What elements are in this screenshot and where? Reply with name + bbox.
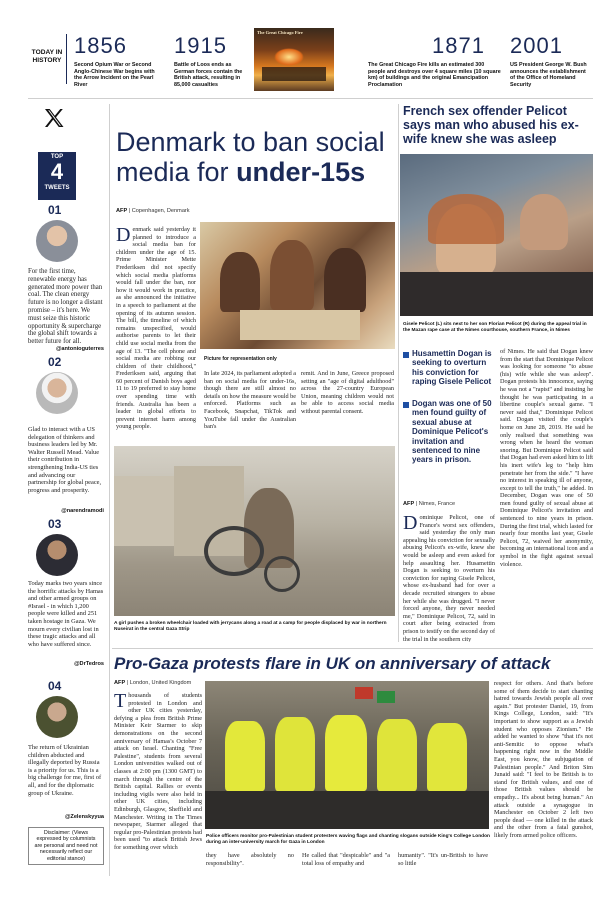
- pelicot-photo: [400, 154, 593, 316]
- pelicot-bullet-1-marker: [403, 352, 409, 358]
- history-text-4: US President George W. Bush announces the establishment of the Office of Homeland Security: [510, 62, 587, 88]
- pelicot-byline-agency: AFP: [403, 501, 415, 507]
- gaza-wheelchair-photo: [114, 446, 395, 616]
- pelicot-col1-text: ominique Pelicot, one of France's worst sex offenders, said yesterday the only man appealing his conviction for sexually abusing Pelicot's ex-wife, knew she would be asleep and even asked for help assaulting her. Husamettin Dogan is seeking to overturn his conviction for raping Gisele Pelicot, whose ex-husband had for over a decade recruited strangers to abuse her while she was drugged. "I never forced anyone, they never needed me," Dominique Pelicot, 72, said in court after being extracted from prison to testify on the second day of the trial in the southern city: [403, 514, 495, 642]
- pelicot-dropcap: D: [403, 514, 418, 534]
- history-year-1: 1856: [74, 33, 127, 58]
- history-divider: [66, 34, 67, 84]
- pelicot-col1: [403, 514, 495, 642]
- tweet-handle-1[interactable]: @antonioguterres: [55, 346, 104, 352]
- pelicot-bullet-2-marker: [403, 402, 409, 408]
- tweet-text-4: The return of Ukrainian children abducted and illegally deported by Russia is a priority for us. This is a big challenge for me, first of all, and for the diplomatic group of Ukraine.: [28, 744, 102, 797]
- pelicot-col2: of Nimes. He said that Dogan knew from the start that Dominique Pelicot was looking for someone "to abuse (his) wife while she was asleep". Dogan protests his innocence, saying he was not a "rapist" and insisting he thought he was participating in a libertine couple's sexual game. "I never said that," Dominique Pelicot said. Dogan visited the couple's home on June 28, 2019. He said he only realised that something was wrong when he heard the woman snoring. But Dominique Pelicot said that Dogan had even asked him to lift his inert wife's leg to "help him penetrate her from the side." "I have no interest in speaking ill of anyone, except to tell the truth," he added. In December, Dogan was one of 50 men found guilty of sexual abuse at Dominique Pelicot's invitation and sentenced to nine years in prison. During the first trial, which lasted for nearly four months last year, Gisele Pelicot, 72, waived her anonymity, becoming an international icon and a symbol in the fight against sexual violence.: [500, 348, 593, 568]
- tweet-text-1: For the first time, renewable energy has generated more power than coal. The clean energy future is no longer a distant promise – it's here. We must seize this historic opportunity & supercharge the global shift towards a better future for all.: [28, 268, 103, 346]
- history-year-2: 1915: [174, 33, 227, 58]
- top-rule: [28, 98, 593, 99]
- tweet-avatar-2: [36, 372, 78, 414]
- chicago-fire-photo: [254, 28, 334, 91]
- denmark-col3: remit. And in June, Greece proposed setting an "age of digital adulthood" across the 27-country European Union, meaning children would not be able to access social media without parental consent.: [301, 370, 394, 415]
- uk-photo-caption: Police officers monitor pro-Palestinian student protesters waving flags and chanting slogans outside King's College London during an inter-university march for Gaza in London: [206, 834, 490, 845]
- tweet-text-2: Glad to interact with a US delegation of thinkers and business leaders led by Mr. Walter Russell Mead. Value their contribution in strengthening India-US ties and advancing our partnership for global peace, progress and prosperity.: [28, 426, 102, 494]
- denmark-pelicot-divider: [398, 104, 399, 642]
- uk-byline-place: London, United Kingdom: [129, 680, 192, 686]
- tweet-avatar-4: [36, 696, 78, 738]
- tweet-number-2: 02: [48, 355, 62, 369]
- tweet-handle-3[interactable]: @DrTedros: [74, 661, 104, 667]
- uk-col1: [114, 692, 202, 882]
- uk-police-photo: [205, 681, 489, 829]
- gaza-wheelchair-caption: A girl pushes a broken wheelchair loaded with jerrycans along a road at a camp for people displaced by war in northern Nuseirat in the central Gaza Strip: [114, 621, 387, 632]
- denmark-headline-part1: Denmark to ban social media for: [116, 127, 385, 187]
- uk-col1-text: housands of students protested in London and other UK cities yesterday, defying a plea from British Prime Minister Keir Starmer to skip demonstrations on the second anniversary of Hamas's October 7 attack on Israel. Chanting "Free Palestine", students from several London universities walked out of classes at 2:00 pm (1300 GMT) to march through the centre of the British capital. Rallies or events including vigils were also held in other UK cities, including Edinburgh, Glasgow, Sheffield and Manchester. Writing in The Times newspaper, Starmer alleged that regular pro-Palestinian protests had been used "to attack British Jews for something over which: [114, 692, 202, 851]
- denmark-col1-text: enmark said yesterday it planned to introduce a social media ban for children under the age of 15. Prime Minister Mette Frederiksen did not specify which social media platforms would fall under the ban, nor how it would work in practice, as she announced the initiative in a speech to parliament at the opening of its autumn session. The bill, the timeline of which remains unspecified, would authorise parents to let their child use social media from the age of 13. "The cell phone and social media are robbing our children of their childhood," Frederiksen said, arguing that 60 percent of Danish boys aged 11 to 19 preferred to stay home over spending time with friends. Australia has been a leader in global efforts to prevent internet harm among young people.: [116, 226, 196, 431]
- top-tweets-top: TOP: [50, 154, 64, 160]
- tweet-text-3: Today marks two years since the horrific attacks by Hamas and other armed groups on #Israel - in which 1,200 people were killed and 251 taken hostage in Gaza. We mourn every civilian lost in these tragic attacks and all who have suffered since.: [28, 580, 104, 648]
- uk-col4: humanity". "It's un-British to have so little: [398, 852, 488, 867]
- pelicot-byline-place: Nimes, France: [418, 501, 456, 507]
- chicago-fire-title: The Great Chicago Fire: [257, 30, 303, 35]
- uk-col2: they have absolutely no responsibility".: [206, 852, 294, 867]
- uk-col3: He called that "despicable" and "a total loss of empathy and: [302, 852, 390, 867]
- tweet-avatar-3: [36, 534, 78, 576]
- tweet-number-4: 04: [48, 679, 62, 693]
- denmark-byline-agency: AFP: [116, 208, 128, 214]
- top-tweets-number: 4: [50, 159, 64, 184]
- history-year-3: 1871: [432, 33, 485, 58]
- pelicot-photo-caption: Gisele Pelicot (L) sits next to her son Florian Pelicot (R) during the appeal trial in the Mazan rape case at the Nimes courthouse, southern France, in Nimes: [403, 322, 587, 333]
- disclaimer-text: Disclaimer: (Views expressed by columnists are personal and need not necessarily reflect our editorial stance): [34, 830, 98, 862]
- pelicot-bullet-2: Dogan was one of 50 men found guilty of sexual abuse at Dominique Pelicot's invitation and sentenced to nine years in prison.: [412, 399, 492, 465]
- tweet-number-1: 01: [48, 203, 62, 217]
- disclaimer-box: [28, 827, 104, 865]
- denmark-byline: AFP | Copenhagen, Denmark: [116, 208, 190, 214]
- denmark-col1: [116, 226, 196, 441]
- denmark-photo: [200, 222, 395, 349]
- uk-byline: AFP | London, United Kingdom: [114, 680, 192, 686]
- denmark-dropcap: D: [116, 226, 131, 246]
- tweet-handle-2[interactable]: @narendramodi: [61, 508, 104, 514]
- today-in-history-label: TODAY IN HISTORY: [31, 49, 63, 64]
- tweet-avatar-1: [36, 220, 78, 262]
- x-logo-icon: [42, 106, 66, 130]
- history-text-1: Second Opium War or Second Anglo-Chinese War begins with the Arrow Incident on the Pearl River: [74, 62, 155, 88]
- top-tweets-label: TWEETS: [44, 185, 70, 191]
- pelicot-headline: French sex offender Pelicot says man who abused his ex-wife knew she was asleep: [403, 104, 579, 146]
- uk-top-rule: [112, 648, 593, 649]
- sidebar-divider: [109, 104, 110, 876]
- uk-byline-agency: AFP: [114, 680, 126, 686]
- history-text-3: The Great Chicago Fire kills an estimated 300 people and destroys over 4 square miles (10 square km) of buildings and the original Emancipation Proclamation: [368, 62, 501, 88]
- history-year-4: 2001: [510, 33, 563, 58]
- uk-dropcap: T: [114, 692, 127, 712]
- denmark-headline-part2: under-15s: [236, 157, 366, 187]
- uk-col5: respect for others. And that's before some of them decide to start chanting hatred towards Jewish people all over again." But protester Daniel, 19, from Kings College, London, said: "It's important to show support as a Jewish student who opposes Zionism." He added he wanted to show "that it's not anti-Semitic to oppose what's happening right now in the Middle East, you know, the subjugation of Palestinian people." And Briton Sim Junaid said: "I feel to be British is to stand for British values, and one of those British values should be empathy... It's about being human." An attack outside a synagogue in Manchester on October 2 left two people dead — one killed in the attack and the other from a fatal gunshot, likely from armed police officers.: [494, 680, 593, 839]
- pelicot-byline: AFP | Nimes, France: [403, 501, 456, 507]
- history-text-2: Battle of Loos ends as German forces contain the British attack, resulting in 85,000 casualties: [174, 62, 243, 88]
- pelicot-bullet-1: Husamettin Dogan is seeking to overturn his conviction for raping Gisele Pelicot: [412, 349, 492, 387]
- denmark-byline-place: Copenhagen, Denmark: [131, 208, 190, 214]
- denmark-headline: [116, 127, 396, 187]
- denmark-photo-caption: Picture for representation only: [204, 356, 277, 362]
- tweet-number-3: 03: [48, 517, 62, 531]
- uk-headline: Pro-Gaza protests flare in UK on anniversary of attack: [114, 654, 551, 673]
- denmark-col2: In late 2024, its parliament adopted a ban on social media for under-16s, though there are still almost no details on how the measure would be enforced. Platforms such as Facebook, Snapchat, TikTok and YouTube fall under the Australian ban's: [204, 370, 296, 431]
- tweet-handle-4[interactable]: @Zelenskyyua: [64, 814, 104, 820]
